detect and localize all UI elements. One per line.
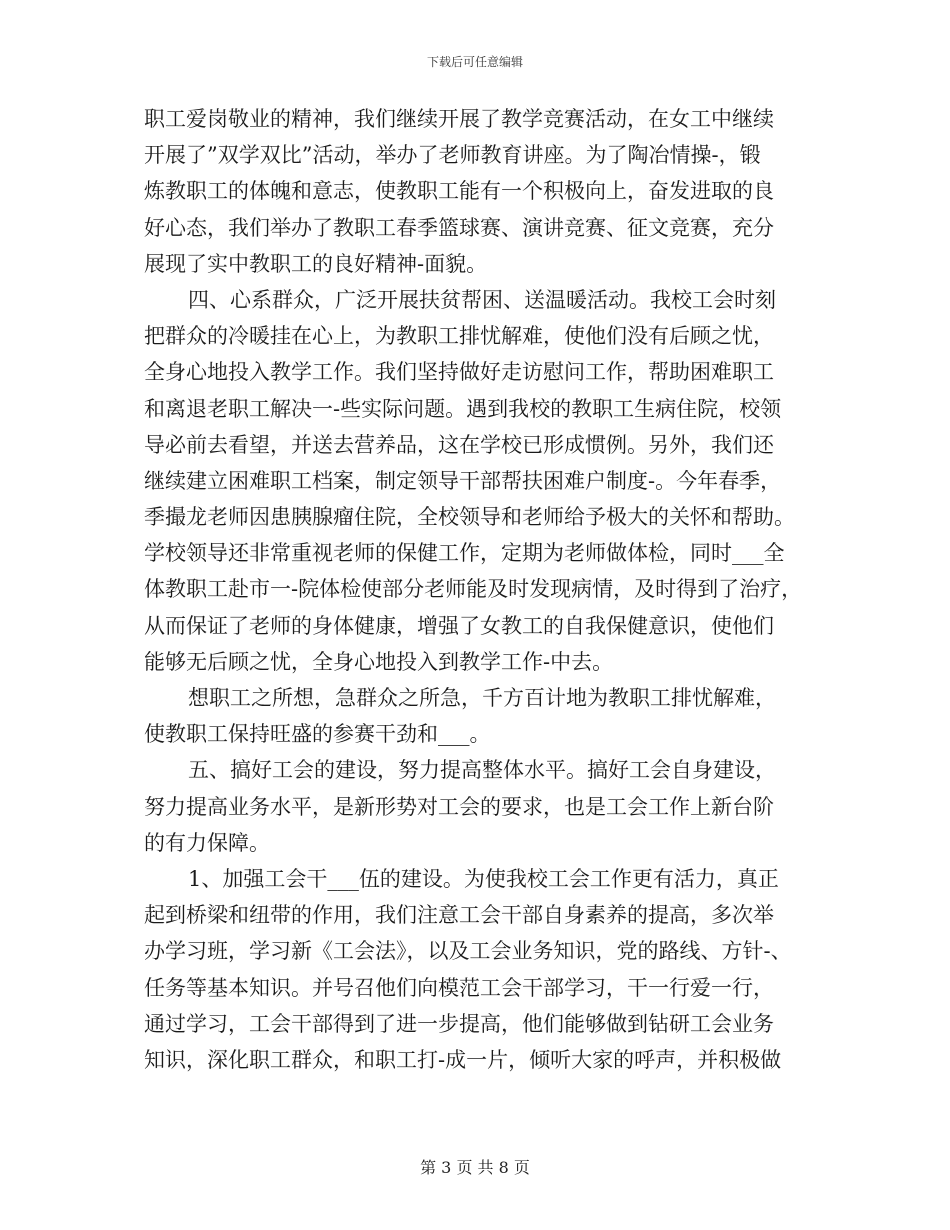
text-line: 使教职工保持旺盛的参赛干劲和___。 [144,722,491,747]
text-line: 努力提高业务水平，是新形势对工会的要求，也是工会工作上新台阶 [144,794,774,819]
text-line: 办学习班，学习新《工会法》，以及工会业务知识，党的路线、方针-、 [144,939,792,964]
page-header-note: 下载后可任意编辑 [426,55,523,69]
text-line: 起到桥梁和纽带的作用，我们注意工会干部自身素养的提高，多次举 [144,903,774,928]
text-line: 职工爱岗敬业的精神，我们继续开展了教学竞赛活动，在女工中继续 [144,107,774,131]
text-line: 继续建立困难职工档案，制定领导干部帮扶困难户制度-。今年春季， [144,468,782,493]
text-line: 能够无后顾之忧，全身心地投入到教学工作-中去。 [144,649,614,674]
text-line: 炼教职工的体魄和意志，使教职工能有一个积极向上，奋发进取的良 [144,179,774,204]
text-line: 的有力保障。 [144,830,270,855]
text-line: 五、搞好工会的建设，努力提高整体水平。搞好工会自身建设， [188,758,776,783]
text-line: 通过学习，工会干部得到了进一步提高，他们能够做到钻研工会业务 [144,1011,774,1036]
text-line: 把群众的冷暖挂在心上，为教职工排忧解难，使他们没有后顾之忧， [144,324,774,349]
page-number: 第 3 页 共 8 页 [420,1158,530,1177]
text-line: 从而保证了老师的身体健康，增强了女教工的自我保健意识，使他们 [144,613,774,638]
text-line: 知识，深化职工群众，和职工打-成一片，倾听大家的呼声，并积极做 [144,1047,782,1072]
text-line: 任务等基本知识。并号召他们向模范工会干部学习，干一行爱一行， [144,975,774,1000]
document-body [144,101,824,1078]
text-line: 学校领导还非常重视老师的保健工作，定期为老师做体检，同时___全 [144,541,785,566]
text-line: 四、心系群众，广泛开展扶贫帮困、送温暖活动。我校工会时刻 [188,287,776,312]
text-line: 体教职工赴市一-院体检使部分老师能及时发现病情，及时得到了治疗， [144,577,803,602]
text-line: 1、加强工会干___伍的建设。为使我校工会工作更有活力，真正 [188,866,779,891]
text-line: 想职工之所想，急群众之所急，千方百计地为教职工排忧解难， [188,686,776,710]
text-line: 开展了”双学双比”活动，举办了老师教育讲座。为了陶冶情操-，锻 [144,143,761,168]
text-line: 展现了实中教职工的良好精神-面貌。 [144,251,488,276]
text-line: 季撮龙老师因患胰腺瘤住院，全校领导和老师给予极大的关怀和帮助。 [144,505,795,530]
text-line: 导必前去看望，并送去营养品，这在学校已形成惯例。另外，我们还 [144,432,774,457]
text-line: 好心态，我们举办了教职工春季篮球赛、演讲竞赛、征文竞赛，充分 [144,215,774,240]
text-line: 全身心地投入教学工作。我们坚持做好走访慰问工作，帮助困难职工 [144,360,774,385]
text-line: 和离退老职工解决一-些实际问题。遇到我校的教职工生病住院，校领 [144,396,782,421]
